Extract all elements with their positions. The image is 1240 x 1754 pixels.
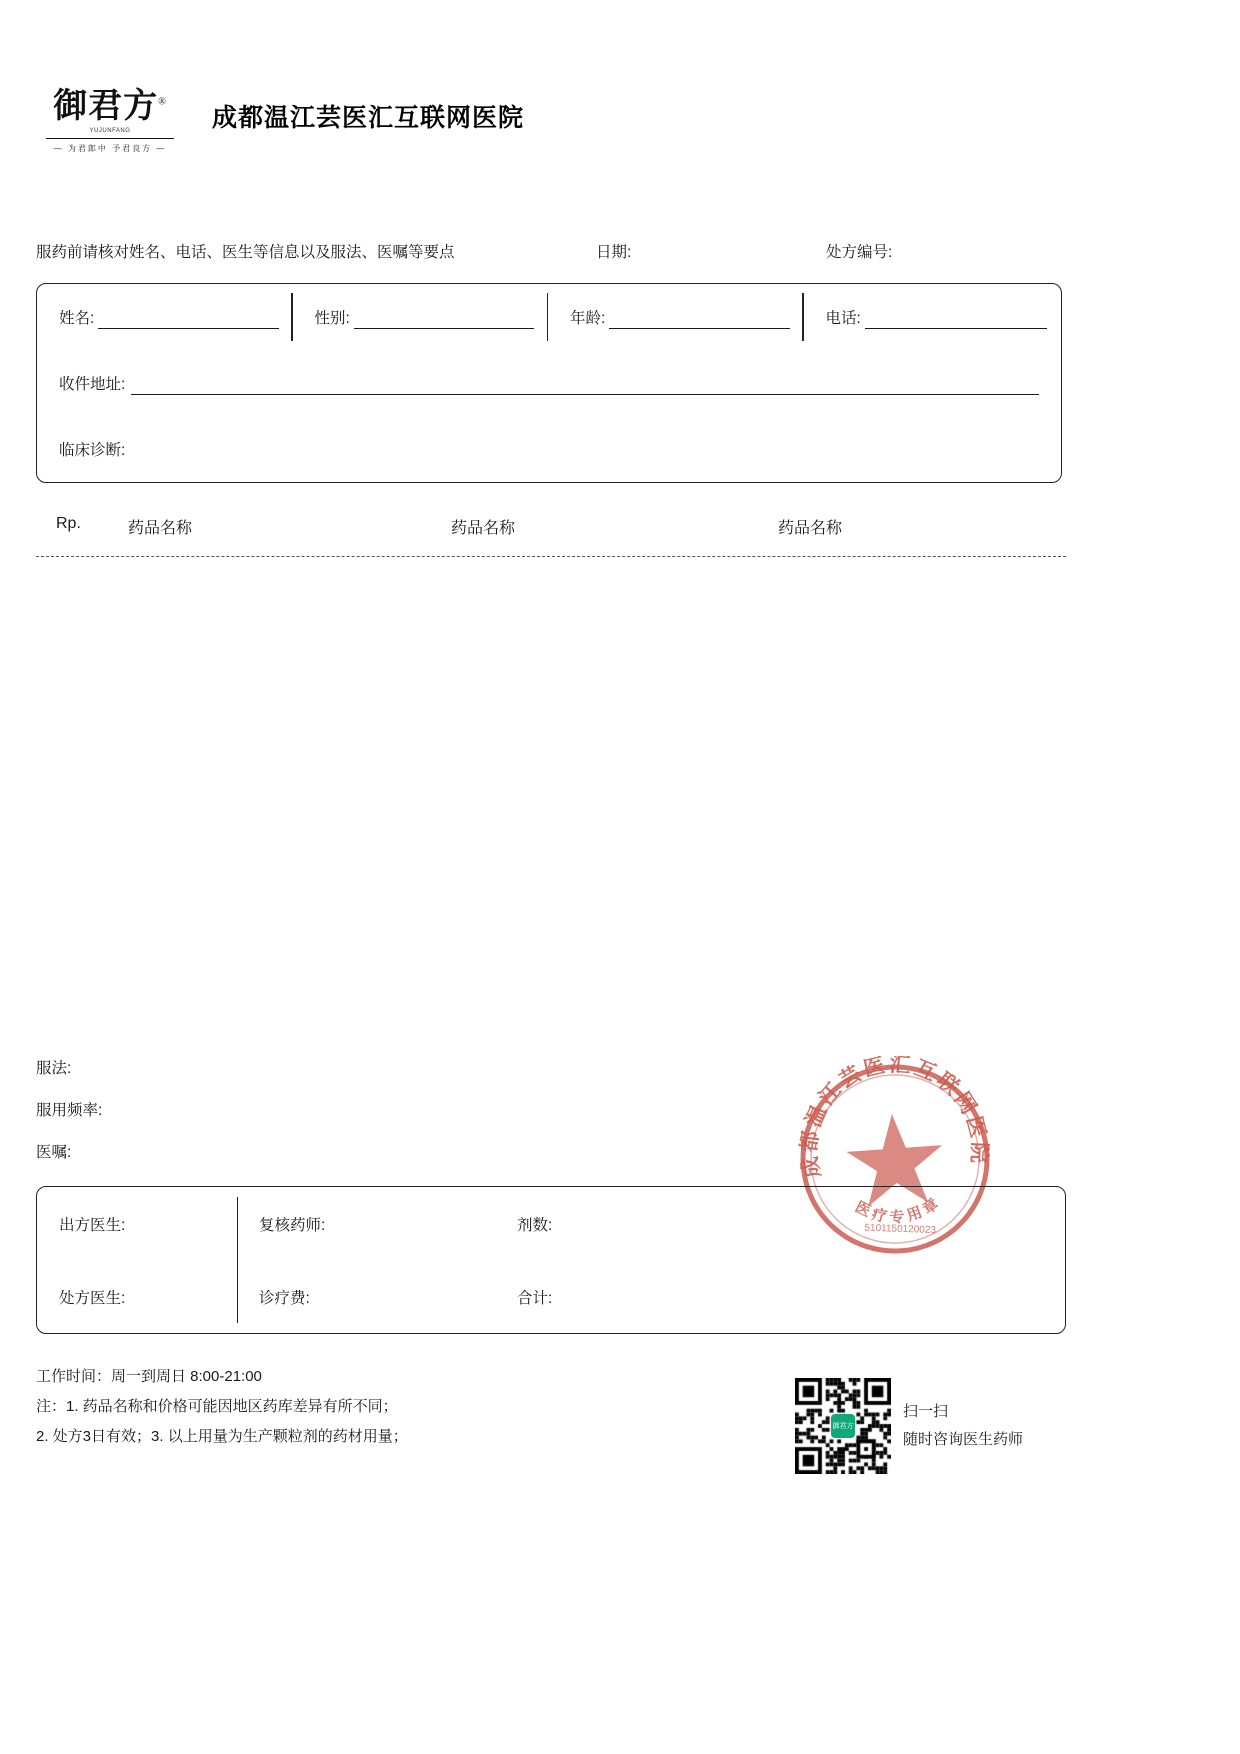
telephone-label: 电话: (825, 310, 861, 327)
date-label: 日期: (596, 244, 632, 261)
age-label: 年龄: (570, 310, 606, 327)
svg-text:成都温江芸医汇互联网医院: 成都温江芸医汇互联网医院 (796, 1056, 992, 1180)
footer-note-2: 2. 处方3日有效；3. 以上用量为生产颗粒剂的药材用量； (36, 1428, 408, 1445)
prescription-column-headers (36, 515, 1206, 541)
header-dashed-divider (36, 556, 1066, 557)
prescribing-doctor-label: 处方医生: (59, 1289, 126, 1307)
qr-consult-label: 随时咨询医生药师 (903, 1431, 1024, 1448)
registered-trademark-icon: ® (158, 96, 167, 108)
usage-method-label: 服法: (36, 1060, 72, 1077)
patient-row-diagnosis (37, 416, 1061, 482)
patient-info-box (36, 283, 1062, 483)
signature-box (36, 1186, 1066, 1334)
usage-frequency-label: 服用频率: (36, 1102, 103, 1119)
usage-section (36, 1048, 102, 1174)
svg-text:5101150120023: 5101150120023 (864, 1222, 937, 1237)
name-label: 姓名: (59, 310, 95, 327)
footer-note-1: 注：1. 药品名称和价格可能因地区药库差异有所不同； (36, 1398, 398, 1415)
rp-label: Rp. (56, 515, 81, 532)
sex-input[interactable] (354, 306, 534, 329)
logo-slogan: — 为君郎中 予君良方 — (53, 144, 167, 153)
sex-label: 性别: (314, 310, 350, 327)
consultation-fee-label: 诊疗费: (259, 1289, 310, 1307)
qr-scan-label: 扫一扫 (903, 1403, 949, 1420)
qr-caption (903, 1398, 1023, 1454)
name-input[interactable] (98, 306, 278, 329)
field-doses[interactable] (495, 1213, 1063, 1235)
patient-row-basic (37, 284, 1061, 350)
signature-row-1 (37, 1187, 1065, 1260)
drug-name-column-2: 药品名称 (451, 520, 516, 537)
issuing-doctor-label: 出方医生: (59, 1216, 126, 1234)
field-consultation-fee[interactable] (237, 1286, 495, 1308)
field-prescribing-doctor[interactable] (37, 1286, 237, 1308)
diagnosis-input[interactable] (131, 438, 1039, 460)
logo-text: 御君方 (53, 88, 159, 125)
field-telephone (804, 284, 1062, 350)
usage-advice-row (36, 1132, 102, 1174)
signature-row-2 (37, 1260, 1065, 1333)
logo-pinyin: YUJUNFANG (89, 128, 131, 134)
field-age (548, 284, 804, 350)
logo-wordmark (53, 78, 167, 127)
age-input[interactable] (609, 306, 789, 329)
prescription-number-label: 处方编号: (826, 244, 893, 261)
address-label: 收件地址: (59, 376, 126, 393)
address-input[interactable] (131, 372, 1039, 395)
qr-code-icon[interactable] (795, 1378, 891, 1474)
field-total[interactable] (495, 1286, 1063, 1308)
total-label: 合计: (517, 1289, 553, 1307)
brand-logo (40, 78, 180, 154)
field-name (37, 284, 293, 350)
usage-advice-label: 医嘱: (36, 1144, 72, 1161)
document-header (40, 78, 524, 154)
verify-notice-text: 服药前请核对姓名、电话、医生等信息以及服法、医嘱等要点 (36, 244, 455, 261)
field-issuing-doctor[interactable] (37, 1213, 237, 1235)
logo-divider (46, 138, 174, 139)
svg-text:医疗专用章: 医疗专用章 (852, 1193, 945, 1227)
qr-section[interactable] (795, 1378, 1023, 1474)
review-pharmacist-label: 复核药师: (259, 1216, 326, 1234)
diagnosis-label: 临床诊断: (59, 442, 126, 459)
doses-label: 剂数: (517, 1216, 553, 1234)
field-review-pharmacist[interactable] (237, 1213, 495, 1235)
telephone-input[interactable] (865, 306, 1047, 329)
qr-center-logo: 御君方 (831, 1414, 855, 1438)
usage-frequency-row (36, 1090, 102, 1132)
drug-name-column-1: 药品名称 (128, 520, 193, 537)
working-hours-text: 工作时间：周一到周日 8:00-21:00 (36, 1368, 262, 1385)
page-title: 成都温江芸医汇互联网医院 (212, 104, 525, 132)
usage-method-row (36, 1048, 102, 1090)
patient-row-address (37, 350, 1061, 416)
drug-name-column-3: 药品名称 (778, 520, 843, 537)
footer-notes (36, 1362, 856, 1452)
drug-list-area[interactable] (36, 570, 1066, 1030)
field-sex (293, 284, 549, 350)
